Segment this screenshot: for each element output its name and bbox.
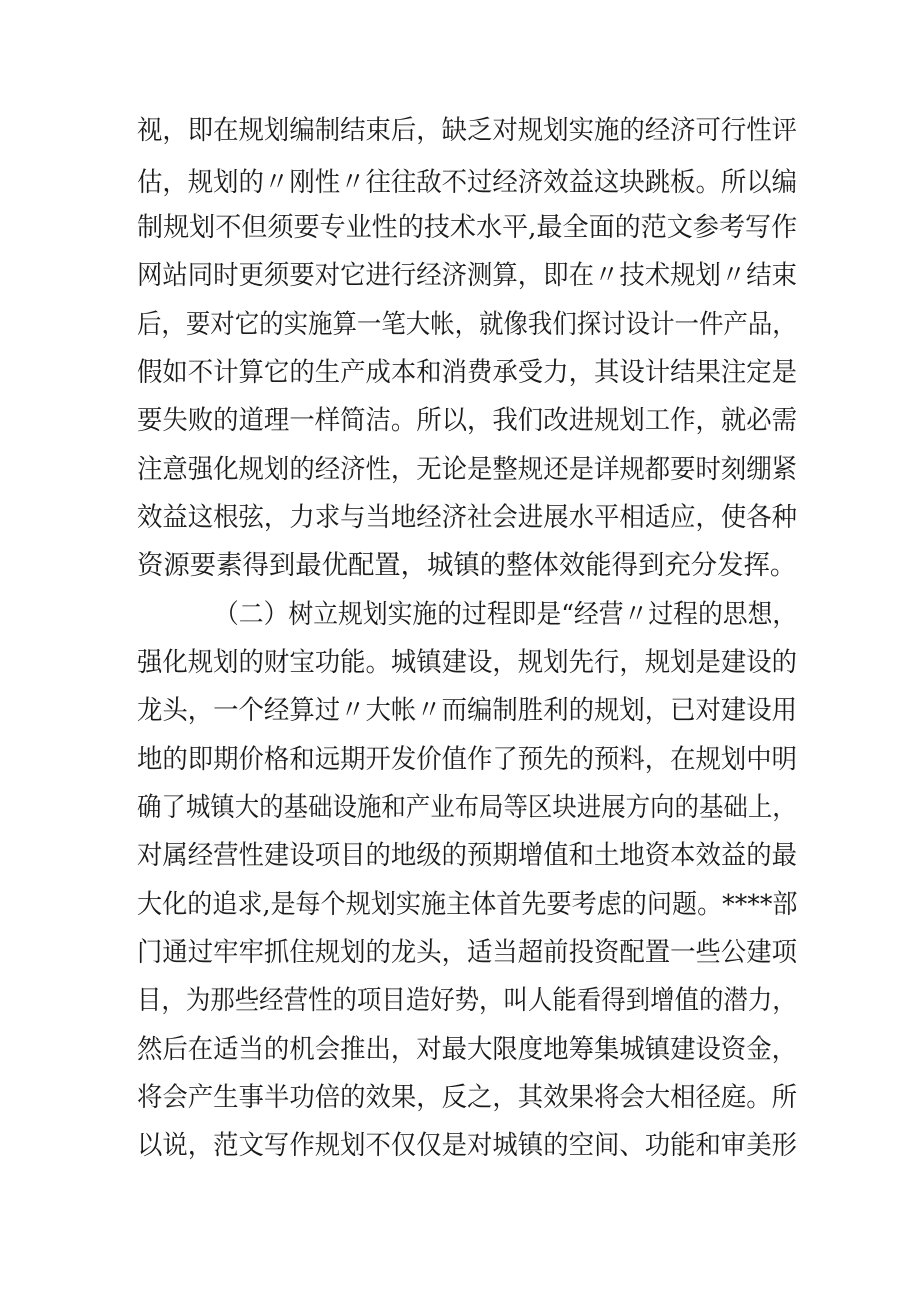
text-line: 确了城镇大的基础设施和产业布局等区块进展方向的基础上， <box>137 792 797 823</box>
text-line: 将会产生事半功倍的效果，反之，其效果将会大相径庭。所 <box>137 1082 798 1113</box>
text-line: 效益这根弦，力求与当地经济社会进展水平相适应，使各种 <box>137 502 798 533</box>
text-line: 对属经营性建设项目的地级的预期增值和土地资本效益的最 <box>137 840 798 871</box>
text-line: 视，即在规划编制结束后，缺乏对规划实施的经济可行性评 <box>137 115 798 146</box>
text-line: 然后在适当的机会推出，对最大限度地筹集城镇建设资金， <box>137 1034 798 1065</box>
text-line: 注意强化规划的经济性，无论是整规还是详规都要时刻绷紧 <box>137 454 798 485</box>
text-line: 以说，范文写作规划不仅仅是对城镇的空间、功能和审美形 <box>137 1130 798 1161</box>
text-line: 网站同时更须要对它进行经济测算，即在〃技术规划〃结束 <box>137 260 798 291</box>
text-line: 估，规划的〃刚性〃往往敌不过经济效益这块跳板。所以编 <box>137 167 798 198</box>
text-line: 资源要素得到最优配置，城镇的整体效能得到充分发挥。 <box>137 550 797 581</box>
text-line: 要失败的道理一样简洁。所以，我们改进规划工作，就必需 <box>137 405 798 436</box>
text-line: 后，要对它的实施算一笔大帐，就像我们探讨设计一件产品， <box>137 309 797 340</box>
text-line: 门通过牢牢抓住规划的龙头，适当超前投资配置一些公建项 <box>137 937 798 968</box>
text-line: 地的即期价格和远期开发价值作了预先的预料，在规划中明 <box>137 744 798 775</box>
paragraph-heading-line: （二）树立规划实施的过程即是“经营〃过程的思想， <box>214 599 798 630</box>
text-line: 强化规划的财宝功能。城镇建设，规划先行，规划是建设的 <box>137 647 798 678</box>
text-line: 目，为那些经营性的项目造好势，叫人能看得到增值的潜力， <box>137 985 797 1016</box>
text-line: 制规划不但须要专业性的技术水平,最全面的范文参考写作 <box>137 212 798 243</box>
text-line: 龙头，一个经算过〃大帐〃而编制胜利的规划，已对建设用 <box>137 695 798 726</box>
text-line: 假如不计算它的生产成本和消费承受力，其设计结果注定是 <box>137 357 798 388</box>
text-line: 大化的追求,是每个规划实施主体首先要考虑的问题。****部 <box>137 889 798 920</box>
